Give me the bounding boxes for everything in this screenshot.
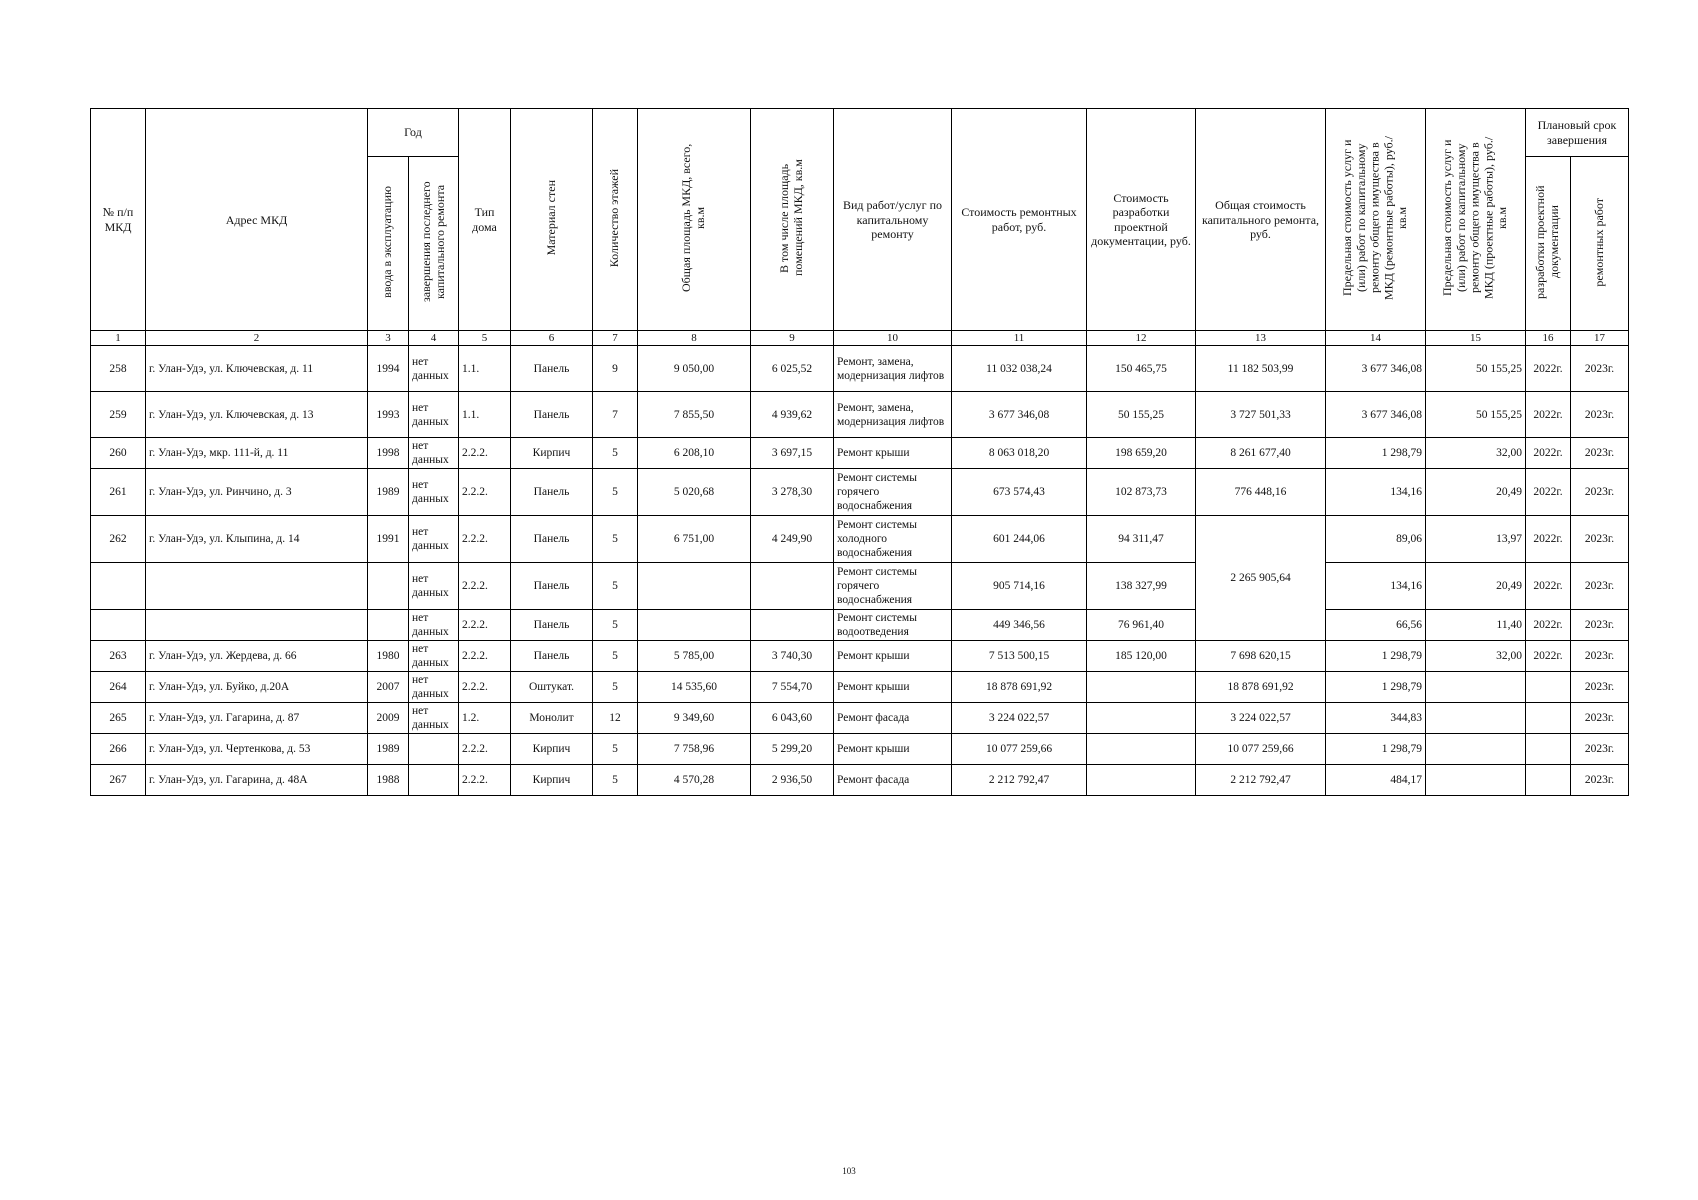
- column-number: 14: [1326, 331, 1426, 346]
- cell-limit-design: 32,00: [1426, 641, 1526, 672]
- cell-plan-design: 2022г.: [1526, 563, 1571, 610]
- cell-design-cost: 150 465,75: [1087, 346, 1196, 392]
- cell-repair-cost: 673 574,43: [952, 469, 1087, 516]
- cell-total-area: 5 785,00: [638, 641, 751, 672]
- header-year-commission: ввода в эксплуатацию: [368, 157, 409, 331]
- cell-total-cost: 3 727 501,33: [1196, 392, 1326, 438]
- cell-material: Панель: [511, 610, 593, 641]
- cell-design-cost: 76 961,40: [1087, 610, 1196, 641]
- column-number: 6: [511, 331, 593, 346]
- cell-plan-repair: 2023г.: [1571, 765, 1629, 796]
- cell-premises-area: [751, 563, 834, 610]
- cell-limit-design: 11,40: [1426, 610, 1526, 641]
- cell-work: Ремонт, замена, модернизация лифтов: [834, 346, 952, 392]
- cell-limit-design: 50 155,25: [1426, 392, 1526, 438]
- cell-year: 1988: [368, 765, 409, 796]
- cell-repair-cost: 905 714,16: [952, 563, 1087, 610]
- cell-plan-design: 2022г.: [1526, 469, 1571, 516]
- cell-total-area: 7 758,96: [638, 734, 751, 765]
- cell-material: Панель: [511, 469, 593, 516]
- cell-total-cost: 10 077 259,66: [1196, 734, 1326, 765]
- header-year-group: Год: [368, 109, 459, 157]
- cell-limit-design: 20,49: [1426, 563, 1526, 610]
- cell-limit-repair: 89,06: [1326, 516, 1426, 563]
- cell-plan-repair: 2023г.: [1571, 734, 1629, 765]
- cell-type: 2.2.2.: [459, 734, 511, 765]
- cell-limit-repair: 3 677 346,08: [1326, 346, 1426, 392]
- cell-plan-repair: 2023г.: [1571, 641, 1629, 672]
- cell-material: Панель: [511, 516, 593, 563]
- header-limit-repair: Предельная стоимость услуг и (или) работ по капитальному ремонту общего имущества в МКД (ремонтные работы), руб./кв.м: [1326, 109, 1426, 331]
- cell-repair-cost: 11 032 038,24: [952, 346, 1087, 392]
- cell-last-repair: нет данных: [409, 641, 459, 672]
- cell-type: 1.2.: [459, 703, 511, 734]
- cell-limit-design: [1426, 703, 1526, 734]
- header-limit-design: Предельная стоимость услуг и (или) работ по капитальному ремонту общего имущества в МКД (проектные работы), руб./кв.м: [1426, 109, 1526, 331]
- cell-floors: 5: [593, 610, 638, 641]
- table-row: [91, 765, 1629, 796]
- cell-premises-area: 6 043,60: [751, 703, 834, 734]
- column-number: 2: [146, 331, 368, 346]
- column-number: 10: [834, 331, 952, 346]
- column-number: 16: [1526, 331, 1571, 346]
- cell-year: 1991: [368, 516, 409, 563]
- cell-material: Панель: [511, 641, 593, 672]
- cell-material: Монолит: [511, 703, 593, 734]
- cell-material: Панель: [511, 346, 593, 392]
- cell-plan-repair: 2023г.: [1571, 469, 1629, 516]
- cell-repair-cost: 3 677 346,08: [952, 392, 1087, 438]
- cell-total-area: [638, 610, 751, 641]
- table-row: [91, 392, 1629, 438]
- cell-plan-design: 2022г.: [1526, 516, 1571, 563]
- cell-total-area: 9 349,60: [638, 703, 751, 734]
- cell-work: Ремонт крыши: [834, 672, 952, 703]
- cell-total-area: [638, 563, 751, 610]
- cell-work: Ремонт крыши: [834, 641, 952, 672]
- cell-year: 1998: [368, 438, 409, 469]
- cell-plan-repair: 2023г.: [1571, 392, 1629, 438]
- cell-total-area: 14 535,60: [638, 672, 751, 703]
- cell-floors: 5: [593, 469, 638, 516]
- cell-address: г. Улан-Удэ, ул. Клыпина, д. 14: [146, 516, 368, 563]
- cell-premises-area: 5 299,20: [751, 734, 834, 765]
- cell-premises-area: 4 939,62: [751, 392, 834, 438]
- cell-year: 1980: [368, 641, 409, 672]
- cell-plan-design: 2022г.: [1526, 641, 1571, 672]
- cell-limit-design: 50 155,25: [1426, 346, 1526, 392]
- cell-num: 259: [91, 392, 146, 438]
- cell-repair-cost: 3 224 022,57: [952, 703, 1087, 734]
- cell-limit-repair: 1 298,79: [1326, 672, 1426, 703]
- cell-address: [146, 610, 368, 641]
- cell-plan-design: 2022г.: [1526, 392, 1571, 438]
- table-row: [91, 641, 1629, 672]
- cell-type: 2.2.2.: [459, 641, 511, 672]
- cell-last-repair: нет данных: [409, 610, 459, 641]
- table-row: [91, 734, 1629, 765]
- cell-plan-repair: 2023г.: [1571, 703, 1629, 734]
- header-num: № п/п МКД: [91, 109, 146, 331]
- cell-work: Ремонт системы водоотведения: [834, 610, 952, 641]
- cell-address: г. Улан-Удэ, ул. Гагарина, д. 48А: [146, 765, 368, 796]
- cell-premises-area: [751, 610, 834, 641]
- table-row: [91, 563, 1629, 610]
- cell-work: Ремонт, замена, модернизация лифтов: [834, 392, 952, 438]
- cell-last-repair: нет данных: [409, 563, 459, 610]
- page-number: 103: [842, 1166, 856, 1176]
- cell-total-area: 7 855,50: [638, 392, 751, 438]
- cell-plan-design: 2022г.: [1526, 438, 1571, 469]
- cell-plan-design: [1526, 734, 1571, 765]
- cell-limit-design: [1426, 734, 1526, 765]
- cell-limit-repair: 1 298,79: [1326, 641, 1426, 672]
- cell-last-repair: нет данных: [409, 703, 459, 734]
- cell-premises-area: 3 697,15: [751, 438, 834, 469]
- cell-design-cost: [1087, 672, 1196, 703]
- cell-limit-design: 13,97: [1426, 516, 1526, 563]
- cell-num: 265: [91, 703, 146, 734]
- header-house-type: Тип дома: [459, 109, 511, 331]
- cell-total-area: 6 751,00: [638, 516, 751, 563]
- cell-address: г. Улан-Удэ, ул. Буйко, д.20А: [146, 672, 368, 703]
- header-plan-repair: ремонтных работ: [1571, 157, 1629, 331]
- cell-total-area: 5 020,68: [638, 469, 751, 516]
- header-design-cost: Стоимость разработки проектной документации, руб.: [1087, 109, 1196, 331]
- cell-design-cost: 198 659,20: [1087, 438, 1196, 469]
- cell-floors: 5: [593, 641, 638, 672]
- cell-plan-repair: 2023г.: [1571, 346, 1629, 392]
- cell-last-repair: нет данных: [409, 438, 459, 469]
- cell-last-repair: [409, 734, 459, 765]
- cell-floors: 5: [593, 672, 638, 703]
- repair-program-table: [90, 108, 1629, 796]
- cell-total-cost: 2 265 905,64: [1196, 516, 1326, 641]
- cell-num: 258: [91, 346, 146, 392]
- cell-total-cost: 776 448,16: [1196, 469, 1326, 516]
- cell-address: г. Улан-Удэ, ул. Чертенкова, д. 53: [146, 734, 368, 765]
- cell-limit-repair: 66,56: [1326, 610, 1426, 641]
- header-year-last-repair: завершения последнего капитального ремонта: [409, 157, 459, 331]
- column-number: 5: [459, 331, 511, 346]
- column-number: 12: [1087, 331, 1196, 346]
- cell-material: Панель: [511, 563, 593, 610]
- column-number: 4: [409, 331, 459, 346]
- cell-last-repair: нет данных: [409, 672, 459, 703]
- cell-year: 1989: [368, 469, 409, 516]
- cell-address: г. Улан-Удэ, ул. Ключевская, д. 11: [146, 346, 368, 392]
- cell-design-cost: 185 120,00: [1087, 641, 1196, 672]
- cell-total-cost: 11 182 503,99: [1196, 346, 1326, 392]
- cell-last-repair: нет данных: [409, 392, 459, 438]
- cell-num: 266: [91, 734, 146, 765]
- cell-floors: 7: [593, 392, 638, 438]
- cell-year: 2009: [368, 703, 409, 734]
- cell-material: Кирпич: [511, 438, 593, 469]
- cell-type: 2.2.2.: [459, 563, 511, 610]
- cell-year: 1994: [368, 346, 409, 392]
- table-row: [91, 346, 1629, 392]
- cell-plan-design: 2022г.: [1526, 346, 1571, 392]
- cell-design-cost: 102 873,73: [1087, 469, 1196, 516]
- cell-last-repair: нет данных: [409, 346, 459, 392]
- cell-plan-design: [1526, 765, 1571, 796]
- cell-floors: 5: [593, 516, 638, 563]
- cell-premises-area: 2 936,50: [751, 765, 834, 796]
- cell-address: г. Улан-Удэ, ул. Ринчино, д. 3: [146, 469, 368, 516]
- cell-work: Ремонт фасада: [834, 703, 952, 734]
- cell-work: Ремонт крыши: [834, 438, 952, 469]
- cell-work: Ремонт системы холодного водоснабжения: [834, 516, 952, 563]
- cell-address: г. Улан-Удэ, ул. Ключевская, д. 13: [146, 392, 368, 438]
- cell-last-repair: нет данных: [409, 516, 459, 563]
- cell-address: г. Улан-Удэ, ул. Жердева, д. 66: [146, 641, 368, 672]
- header-plan-group: Плановый срок завершения: [1526, 109, 1629, 157]
- cell-design-cost: 50 155,25: [1087, 392, 1196, 438]
- cell-year: [368, 610, 409, 641]
- column-number: 3: [368, 331, 409, 346]
- cell-material: Панель: [511, 392, 593, 438]
- column-number: 15: [1426, 331, 1526, 346]
- cell-material: Кирпич: [511, 734, 593, 765]
- cell-num: [91, 610, 146, 641]
- column-number: 13: [1196, 331, 1326, 346]
- header-floors: Количество этажей: [593, 109, 638, 331]
- cell-year: [368, 563, 409, 610]
- cell-plan-repair: 2023г.: [1571, 610, 1629, 641]
- cell-total-cost: 7 698 620,15: [1196, 641, 1326, 672]
- cell-premises-area: 3 278,30: [751, 469, 834, 516]
- cell-total-cost: 3 224 022,57: [1196, 703, 1326, 734]
- cell-design-cost: 94 311,47: [1087, 516, 1196, 563]
- cell-repair-cost: 449 346,56: [952, 610, 1087, 641]
- cell-limit-repair: 484,17: [1326, 765, 1426, 796]
- cell-type: 1.1.: [459, 392, 511, 438]
- table-row: [91, 516, 1629, 563]
- cell-num: 267: [91, 765, 146, 796]
- table-row: [91, 610, 1629, 641]
- cell-design-cost: 138 327,99: [1087, 563, 1196, 610]
- cell-total-cost: 18 878 691,92: [1196, 672, 1326, 703]
- cell-type: 1.1.: [459, 346, 511, 392]
- cell-plan-design: [1526, 703, 1571, 734]
- header-premises-area: В том числе площадь помещений МКД, кв.м: [751, 109, 834, 331]
- table-row: [91, 672, 1629, 703]
- cell-last-repair: нет данных: [409, 469, 459, 516]
- column-number: 8: [638, 331, 751, 346]
- cell-work: Ремонт системы горячего водоснабжения: [834, 563, 952, 610]
- cell-work: Ремонт системы горячего водоснабжения: [834, 469, 952, 516]
- cell-year: 1993: [368, 392, 409, 438]
- cell-limit-repair: 1 298,79: [1326, 438, 1426, 469]
- cell-num: 263: [91, 641, 146, 672]
- cell-work: Ремонт крыши: [834, 734, 952, 765]
- cell-num: 260: [91, 438, 146, 469]
- cell-num: 262: [91, 516, 146, 563]
- cell-premises-area: 7 554,70: [751, 672, 834, 703]
- cell-address: г. Улан-Удэ, мкр. 111-й, д. 11: [146, 438, 368, 469]
- cell-floors: 5: [593, 438, 638, 469]
- header-work-type: Вид работ/услуг по капитальному ремонту: [834, 109, 952, 331]
- cell-material: Кирпич: [511, 765, 593, 796]
- cell-plan-repair: 2023г.: [1571, 516, 1629, 563]
- cell-last-repair: [409, 765, 459, 796]
- cell-limit-repair: 344,83: [1326, 703, 1426, 734]
- cell-year: 1989: [368, 734, 409, 765]
- cell-repair-cost: 601 244,06: [952, 516, 1087, 563]
- cell-limit-design: [1426, 765, 1526, 796]
- cell-plan-repair: 2023г.: [1571, 672, 1629, 703]
- cell-total-area: 4 570,28: [638, 765, 751, 796]
- header-total-area: Общая площадь МКД, всего, кв.м: [638, 109, 751, 331]
- cell-repair-cost: 2 212 792,47: [952, 765, 1087, 796]
- cell-num: 264: [91, 672, 146, 703]
- column-number-row: [91, 331, 1629, 346]
- cell-total-area: 6 208,10: [638, 438, 751, 469]
- cell-repair-cost: 7 513 500,15: [952, 641, 1087, 672]
- cell-limit-repair: 134,16: [1326, 469, 1426, 516]
- cell-plan-design: 2022г.: [1526, 610, 1571, 641]
- column-number: 9: [751, 331, 834, 346]
- column-number: 17: [1571, 331, 1629, 346]
- cell-plan-design: [1526, 672, 1571, 703]
- cell-total-area: 9 050,00: [638, 346, 751, 392]
- cell-limit-design: [1426, 672, 1526, 703]
- table-header: [91, 109, 1629, 346]
- cell-type: 2.2.2.: [459, 672, 511, 703]
- cell-type: 2.2.2.: [459, 438, 511, 469]
- cell-limit-repair: 1 298,79: [1326, 734, 1426, 765]
- column-number: 7: [593, 331, 638, 346]
- header-total-cost: Общая стоимость капитального ремонта, руб.: [1196, 109, 1326, 331]
- cell-plan-repair: 2023г.: [1571, 563, 1629, 610]
- column-number: 1: [91, 331, 146, 346]
- cell-plan-repair: 2023г.: [1571, 438, 1629, 469]
- cell-design-cost: [1087, 734, 1196, 765]
- header-plan-design: разработки проектной документации: [1526, 157, 1571, 331]
- cell-premises-area: 3 740,30: [751, 641, 834, 672]
- cell-total-cost: 2 212 792,47: [1196, 765, 1326, 796]
- cell-limit-repair: 3 677 346,08: [1326, 392, 1426, 438]
- header-wall-material: Материал стен: [511, 109, 593, 331]
- column-number: 11: [952, 331, 1087, 346]
- table-row: [91, 438, 1629, 469]
- cell-total-cost: 8 261 677,40: [1196, 438, 1326, 469]
- cell-type: 2.2.2.: [459, 765, 511, 796]
- cell-repair-cost: 10 077 259,66: [952, 734, 1087, 765]
- cell-floors: 12: [593, 703, 638, 734]
- cell-type: 2.2.2.: [459, 516, 511, 563]
- header-repair-cost: Стоимость ремонтных работ, руб.: [952, 109, 1087, 331]
- cell-floors: 9: [593, 346, 638, 392]
- cell-floors: 5: [593, 563, 638, 610]
- cell-address: [146, 563, 368, 610]
- cell-limit-repair: 134,16: [1326, 563, 1426, 610]
- cell-address: г. Улан-Удэ, ул. Гагарина, д. 87: [146, 703, 368, 734]
- table-row: [91, 703, 1629, 734]
- table-row: [91, 469, 1629, 516]
- cell-premises-area: 6 025,52: [751, 346, 834, 392]
- cell-num: [91, 563, 146, 610]
- cell-num: 261: [91, 469, 146, 516]
- cell-work: Ремонт фасада: [834, 765, 952, 796]
- cell-year: 2007: [368, 672, 409, 703]
- cell-repair-cost: 18 878 691,92: [952, 672, 1087, 703]
- cell-design-cost: [1087, 703, 1196, 734]
- cell-type: 2.2.2.: [459, 469, 511, 516]
- cell-floors: 5: [593, 765, 638, 796]
- cell-repair-cost: 8 063 018,20: [952, 438, 1087, 469]
- cell-floors: 5: [593, 734, 638, 765]
- header-address: Адрес МКД: [146, 109, 368, 331]
- cell-limit-design: 32,00: [1426, 438, 1526, 469]
- cell-material: Оштукат.: [511, 672, 593, 703]
- cell-design-cost: [1087, 765, 1196, 796]
- cell-type: 2.2.2.: [459, 610, 511, 641]
- cell-limit-design: 20,49: [1426, 469, 1526, 516]
- cell-premises-area: 4 249,90: [751, 516, 834, 563]
